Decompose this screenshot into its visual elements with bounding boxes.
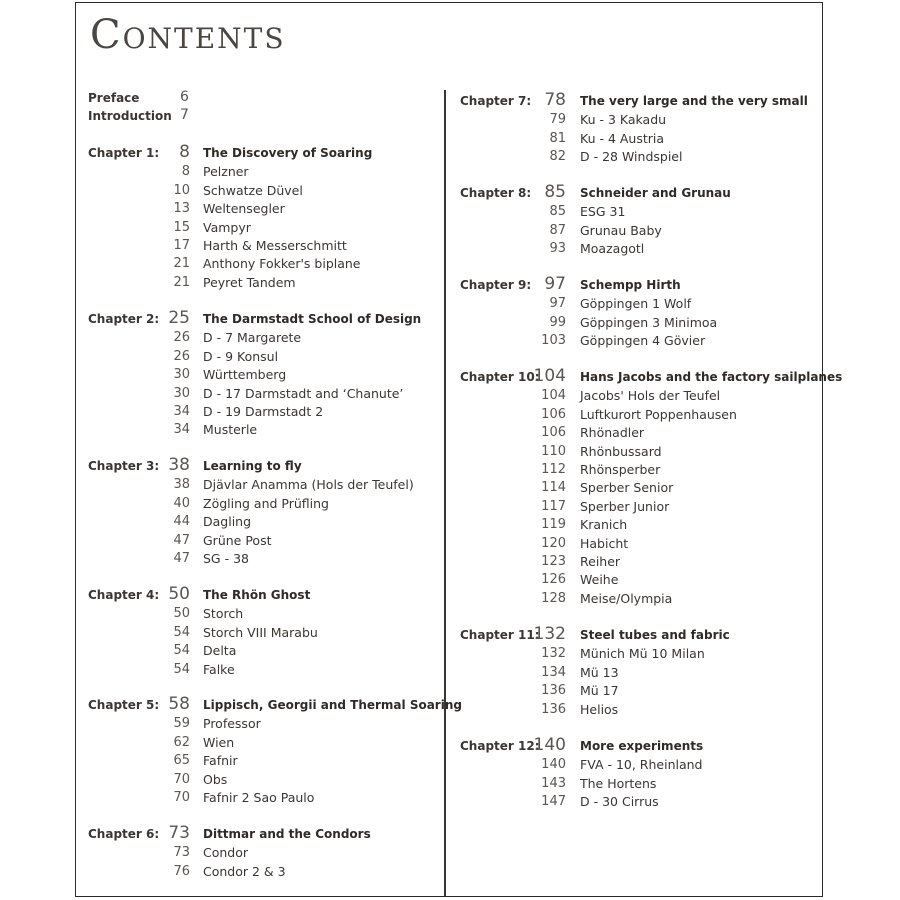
entry-title: Peyret Tandem bbox=[203, 274, 296, 290]
chapter-title: Hans Jacobs and the factory sailplanes bbox=[580, 370, 843, 384]
entry-page: 76 bbox=[173, 863, 190, 879]
entry-title: Rhönadler bbox=[580, 425, 645, 441]
entry-page: 62 bbox=[173, 734, 190, 750]
entry-page: 21 bbox=[173, 274, 190, 290]
entry-title: Moazagotl bbox=[580, 241, 645, 257]
entry-page: 73 bbox=[173, 845, 190, 861]
chapter-title: Schneider and Grunau bbox=[580, 186, 731, 200]
entry-title: D - 30 Cirrus bbox=[580, 794, 659, 810]
chapter-title: The very large and the very small bbox=[580, 94, 808, 108]
entry-page: 85 bbox=[549, 204, 566, 220]
entry-page: 65 bbox=[173, 753, 190, 769]
entry-title: Condor 2 & 3 bbox=[203, 863, 286, 879]
chapter-title: The Discovery of Soaring bbox=[203, 146, 373, 160]
entry-page: 21 bbox=[173, 256, 190, 272]
entry-page: 112 bbox=[541, 462, 566, 477]
entry-title: Münich Mü 10 Milan bbox=[580, 646, 705, 662]
entry-title: FVA - 10, Rheinland bbox=[580, 757, 703, 773]
chapter-label: Chapter 11: bbox=[460, 628, 540, 642]
entry-page: 15 bbox=[173, 219, 190, 235]
entry-page: 106 bbox=[541, 425, 566, 441]
entry-page: 87 bbox=[549, 222, 566, 238]
entry-page: 47 bbox=[173, 551, 190, 566]
entry-page: 54 bbox=[173, 661, 190, 677]
entry-title: Göppingen 1 Wolf bbox=[580, 296, 692, 312]
entry-page: 81 bbox=[549, 130, 566, 146]
entry-title: Kranich bbox=[580, 517, 628, 533]
chapter-page: 25 bbox=[168, 308, 190, 328]
entry-page: 103 bbox=[541, 333, 566, 349]
entry-page: 134 bbox=[541, 664, 566, 680]
entry-title: Sperber Junior bbox=[580, 498, 670, 514]
entry-title: Harth & Messerschmitt bbox=[203, 238, 347, 253]
entry-page: 70 bbox=[173, 771, 190, 787]
chapter-label: Chapter 7: bbox=[460, 94, 532, 108]
entry-title: Delta bbox=[203, 643, 237, 659]
entry-page: 30 bbox=[173, 367, 190, 383]
entry-title: Weihe bbox=[580, 572, 619, 588]
entry-page: 123 bbox=[541, 554, 566, 569]
entry-title: Grüne Post bbox=[203, 532, 272, 548]
entry-title: Dagling bbox=[203, 514, 252, 530]
entry-title: Luftkurort Poppenhausen bbox=[580, 406, 737, 422]
entry-title: Djävlar Anamma (Hols der Teufel) bbox=[203, 477, 414, 493]
entry-page: 30 bbox=[173, 385, 190, 401]
entry-title: Jacobs' Hols der Teufel bbox=[580, 388, 721, 404]
front-matter-page: 6 bbox=[180, 89, 189, 105]
chapter-label: Chapter 8: bbox=[460, 186, 532, 200]
entry-page: 120 bbox=[541, 535, 566, 551]
entry-title: Helios bbox=[580, 701, 619, 717]
entry-page: 26 bbox=[173, 348, 190, 364]
chapter-label: Chapter 1: bbox=[88, 146, 160, 160]
entry-page: 54 bbox=[173, 624, 190, 640]
entry-title: Condor bbox=[203, 845, 249, 861]
entry-page: 126 bbox=[541, 572, 566, 588]
chapter-label: Chapter 10: bbox=[460, 370, 540, 384]
entry-page: 34 bbox=[173, 404, 190, 419]
entry-title: Anthony Fokker's biplane bbox=[203, 256, 361, 272]
entry-page: 82 bbox=[549, 149, 566, 165]
chapter-title: More experiments bbox=[580, 739, 704, 753]
entry-title: D - 17 Darmstadt and ‘Chanute’ bbox=[203, 385, 404, 401]
entry-page: 128 bbox=[541, 590, 566, 606]
entry-page: 10 bbox=[173, 182, 190, 198]
entry-title: D - 7 Margarete bbox=[203, 330, 302, 346]
entry-page: 136 bbox=[541, 683, 566, 699]
entry-title: Fafnir 2 Sao Paulo bbox=[203, 790, 315, 805]
entry-page: 40 bbox=[173, 495, 190, 511]
entry-title: Falke bbox=[203, 661, 235, 677]
entry-title: Reiher bbox=[580, 554, 621, 569]
entry-page: 26 bbox=[173, 330, 190, 346]
entry-title: D - 9 Konsul bbox=[203, 348, 279, 364]
chapter-label: Chapter 5: bbox=[88, 698, 160, 712]
entry-title: Weltensegler bbox=[203, 201, 285, 217]
entry-title: Württemberg bbox=[203, 367, 287, 383]
entry-title: Pelzner bbox=[203, 164, 249, 180]
entry-page: 44 bbox=[173, 514, 190, 530]
entry-title: SG - 38 bbox=[203, 551, 249, 566]
entry-page: 79 bbox=[549, 112, 566, 128]
entry-title: Meise/Olympia bbox=[580, 590, 673, 606]
chapter-page: 38 bbox=[168, 455, 190, 475]
entry-page: 38 bbox=[173, 477, 190, 493]
chapter-label: Chapter 9: bbox=[460, 278, 532, 292]
chapter-page: 104 bbox=[533, 366, 566, 386]
entry-page: 106 bbox=[541, 406, 566, 422]
entry-title: Ku - 4 Austria bbox=[580, 130, 665, 146]
entry-title: The Hortens bbox=[580, 775, 657, 791]
entry-page: 143 bbox=[541, 775, 566, 791]
front-matter-label: Preface bbox=[88, 91, 140, 105]
entry-page: 97 bbox=[549, 296, 566, 312]
entry-title: Ku - 3 Kakadu bbox=[580, 112, 667, 128]
chapter-page: 73 bbox=[168, 823, 190, 843]
entry-page: 117 bbox=[541, 498, 566, 514]
entry-page: 119 bbox=[541, 517, 566, 533]
entry-title: Vampyr bbox=[203, 219, 251, 235]
entry-page: 93 bbox=[549, 241, 566, 257]
entry-page: 147 bbox=[541, 794, 566, 810]
entry-title: Rhönsperber bbox=[580, 462, 661, 477]
entry-page: 47 bbox=[173, 532, 190, 548]
chapter-title: Learning to fly bbox=[203, 459, 302, 473]
entry-page: 114 bbox=[541, 480, 566, 496]
entry-title: D - 19 Darmstadt 2 bbox=[203, 404, 324, 419]
entry-page: 110 bbox=[541, 443, 566, 459]
chapter-title: Steel tubes and fabric bbox=[580, 628, 730, 642]
entry-title: Storch bbox=[203, 606, 244, 622]
chapter-label: Chapter 4: bbox=[88, 588, 160, 602]
entry-page: 104 bbox=[541, 388, 566, 404]
chapter-title: The Rhön Ghost bbox=[203, 588, 311, 602]
entry-title: Habicht bbox=[580, 535, 629, 551]
entry-page: 99 bbox=[549, 314, 566, 330]
chapter-label: Chapter 12: bbox=[460, 739, 540, 753]
entry-page: 136 bbox=[541, 701, 566, 717]
chapter-page: 85 bbox=[544, 182, 566, 202]
column-divider bbox=[444, 90, 446, 896]
entry-title: Schwatze Düvel bbox=[203, 182, 303, 198]
chapter-page: 78 bbox=[544, 90, 566, 110]
chapter-title: The Darmstadt School of Design bbox=[203, 312, 422, 326]
page-title: Contents bbox=[90, 12, 286, 58]
chapter-page: 97 bbox=[544, 274, 566, 294]
entry-page: 54 bbox=[173, 643, 190, 659]
entry-page: 59 bbox=[173, 716, 190, 732]
entry-title: Fafnir bbox=[203, 753, 238, 769]
chapter-page: 58 bbox=[168, 694, 190, 714]
front-matter-label: Introduction bbox=[88, 109, 172, 123]
entry-page: 70 bbox=[173, 790, 190, 805]
chapter-page: 50 bbox=[168, 584, 190, 604]
entry-title: Grunau Baby bbox=[580, 222, 662, 238]
chapter-page: 140 bbox=[533, 735, 566, 755]
entry-title: ESG 31 bbox=[580, 204, 626, 220]
entry-title: Göppingen 4 Gövier bbox=[580, 333, 706, 349]
entry-title: D - 28 Windspiel bbox=[580, 149, 683, 165]
entry-title: Rhönbussard bbox=[580, 443, 662, 459]
entry-title: Obs bbox=[203, 771, 228, 787]
chapter-label: Chapter 3: bbox=[88, 459, 160, 473]
entry-page: 132 bbox=[541, 646, 566, 662]
entry-page: 140 bbox=[541, 757, 566, 773]
entry-title: Professor bbox=[203, 716, 261, 732]
entry-page: 50 bbox=[173, 606, 190, 622]
entry-title: Mü 17 bbox=[580, 683, 619, 699]
entry-title: Musterle bbox=[203, 422, 258, 438]
chapter-title: Dittmar and the Condors bbox=[203, 827, 371, 841]
entry-title: Mü 13 bbox=[580, 664, 619, 680]
entry-title: Wien bbox=[203, 734, 235, 750]
chapter-title: Lippisch, Georgii and Thermal Soaring bbox=[203, 698, 462, 712]
entry-page: 17 bbox=[173, 238, 190, 253]
entry-title: Storch VIII Marabu bbox=[203, 624, 318, 640]
chapter-page: 132 bbox=[533, 624, 566, 644]
chapter-page: 8 bbox=[179, 142, 190, 162]
entry-title: Sperber Senior bbox=[580, 480, 674, 496]
chapter-label: Chapter 2: bbox=[88, 312, 160, 326]
front-matter-page: 7 bbox=[180, 107, 189, 123]
entry-page: 34 bbox=[173, 422, 190, 438]
entry-title: Göppingen 3 Minimoa bbox=[580, 314, 718, 330]
chapter-title: Schempp Hirth bbox=[580, 278, 681, 292]
chapter-label: Chapter 6: bbox=[88, 827, 160, 841]
entry-page: 13 bbox=[173, 201, 190, 217]
entry-title: Zögling and Prüfling bbox=[203, 495, 329, 511]
entry-page: 8 bbox=[181, 164, 190, 180]
